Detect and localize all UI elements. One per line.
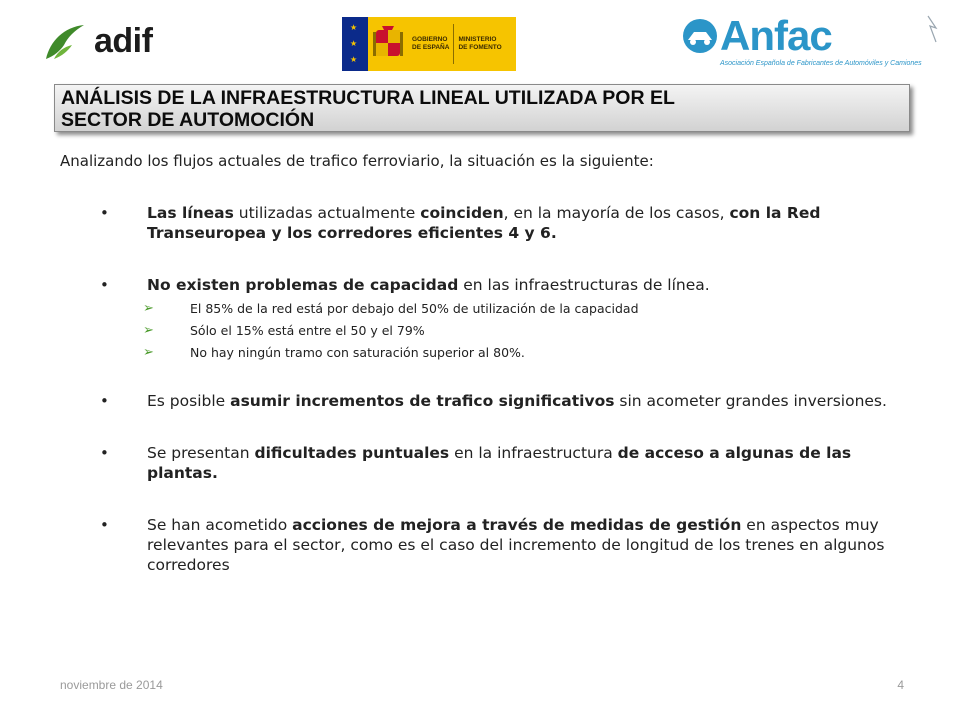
bullet-list xyxy=(100,203,890,575)
bullet-item: • Es posible asumir incrementos de trafico significativos sin acometer grandes inversiones. xyxy=(100,392,887,410)
page-number: 4 xyxy=(897,678,904,692)
adif-wordmark: adif xyxy=(94,22,153,60)
bullet-item: • Se han acometido acciones de mejora a través de medidas de gestión en aspectos muy relevantes para el sector, como es el caso del incremento de longitud de los trenes en algunos corredores xyxy=(100,516,885,574)
coat-of-arms-icon xyxy=(368,17,408,71)
arrow-bullet-icon: ➢ xyxy=(143,301,154,316)
bullet-dot-icon: • xyxy=(100,516,109,534)
footer-date: noviembre de 2014 xyxy=(60,678,163,692)
anfac-globe-icon xyxy=(680,14,720,54)
bullet-item: • Las líneas utilizadas actualmente coinciden, en la mayoría de los casos, con la Red Transeuropea y los corredores eficientes 4 y 6. xyxy=(100,204,821,242)
corner-mark-icon xyxy=(926,14,938,44)
bullet-dot-icon: • xyxy=(100,392,109,410)
bullet-dot-icon: • xyxy=(100,276,109,294)
anfac-wordmark: Anfac xyxy=(720,12,832,59)
intro-text: Analizando los flujos actuales de trafico ferroviario, la situación es la siguiente: xyxy=(60,152,654,170)
slide-title-box xyxy=(54,84,910,132)
anfac-subtitle: Asociación Española de Fabricantes de Automóviles y Camiones xyxy=(720,60,922,67)
bullet-dot-icon: • xyxy=(100,204,109,222)
bullet-dot-icon: • xyxy=(100,444,109,462)
sub-bullet-item: ➢ No hay ningún tramo con saturación superior al 80%. xyxy=(143,345,525,360)
adif-logo xyxy=(44,22,152,61)
arrow-bullet-icon: ➢ xyxy=(143,345,154,360)
slide-title-line-1: ANÁLISIS DE LA INFRAESTRUCTURA LINEAL UTILIZADA POR EL xyxy=(61,87,675,109)
gobierno-logo xyxy=(342,17,516,71)
anfac-logo xyxy=(680,14,938,67)
slide-title-line-2: SECTOR DE AUTOMOCIÓN xyxy=(61,109,315,131)
sub-bullet-item: ➢ Sólo el 15% está entre el 50 y el 79% xyxy=(143,323,425,338)
eu-flag-icon: ★ ★ ★ xyxy=(342,17,368,71)
bullet-item: • No existen problemas de capacidad en las infraestructuras de línea. xyxy=(100,276,710,294)
arrow-bullet-icon: ➢ xyxy=(143,323,154,338)
bullet-item: • Se presentan dificultades puntuales en la infraestructura de acceso a algunas de las plantas. xyxy=(100,444,852,482)
adif-leaf-icon xyxy=(44,23,86,61)
gobierno-text: GOBIERNO DE ESPAÑA xyxy=(412,36,450,51)
ministerio-text: MINISTERIO DE FOMENTO xyxy=(458,36,502,51)
sub-bullet-item: ➢ El 85% de la red está por debajo del 50% de utilización de la capacidad xyxy=(143,301,639,316)
